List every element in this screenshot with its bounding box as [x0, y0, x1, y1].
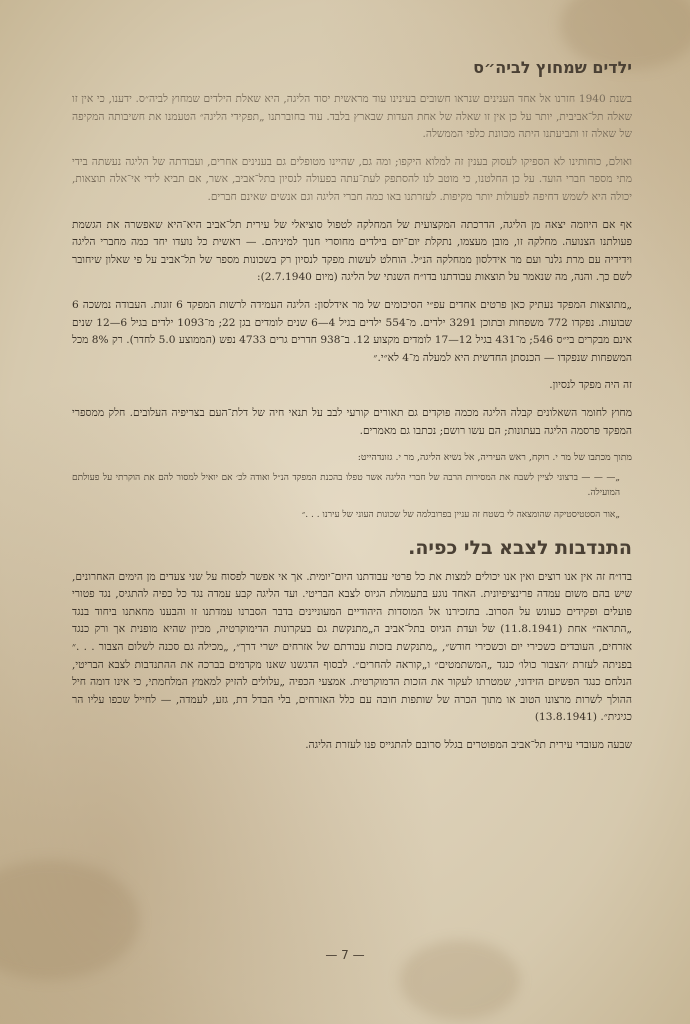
- paragraph: בדו״ח זה אין אנו רוצים ואין אנו יכולים למצות את כל פרטי עבודתנו היום־יומית. אך אי אפשר לפסוח על שני צעדים מן הימים האחרונים, שיש בהם משום עמדה פרינציפיונית. האחד נוגע בתעמולת הגיוס לצבא הבריטי. ועד הליגה קבע עמדה נגד כל כפיה להתגיס, נגד פטורי פועלים ופקידים כעונש על הסרוב. בתזכירנו אל המוסדות היהודיים המעוניינים בדבר הסברנו עמדתנו זו והבענו מחאתנו ביחוד בנגד „התראה״ אחת (11.8.1941) של ועדת הגיוס בתל־אביב ה„מתנקשת גם בעקרונות הדימוקרטיה, מכיון שהיא מופנית אך ורק כנגד אזרחים, העובדים כשכירי יום וכשכירי חודש״, „מתנקשת בזכות עבודתם של אזרחים ישרי דרך״, „מכילה גם סכנה לשלום הצבור . . .״ בפניתה לעזרת ׳הצבור כולו׳ כנגד „המשתמטים״ ו„קוראה להחרים״. לבסוף הדגשנו שאנו מקדמים בברכה את ההתנדבות לצבא הבריטי, הנלחם כנגד הפשיזם הזידוני, שמטרתו לעקור את הזכות הדמוקרטית. אמצעי הכפיה „עלולים להזיק למאמץ המלחמתי, כי אינו דומה חיל ההולך לשרות מרצונו הטוב או מתוך הכרה של שותפות חובה עם כלל האזרחים, בלי הבדל דת, גזע, לעמדה, — לחייל שכפו עליו הר כגיגית״. (13.8.1941): [72, 570, 632, 724]
- paragraph: „מתוצאות המפקד נעתיק כאן פרטים אחדים עפ״י הסיכומים של מר אידלסון: הליגה העמידה לרשות המפקד 6 זוגות. העבודה נמשכה 6 שבועות. נפקדו 772 משפחות ובתוכן 3291 ילדים. מ־554 ילדים בגיל 4—6 שנים לומדים בגן 22; מ־1093 ילדים בגיל 6—12 שנים אינם מבקרים בי״ס 546; מ־431 בגיל 12—17 לומדים מקצוע 12. ב־938 חדרים גרים 4733 נפש (הממוצע 5.0 לחדר). רק 8% מכל המשפחות שנפקדו — הכנסתן החדשית היא למעלה מ־4 לא״י.״: [72, 298, 633, 364]
- quote: „אור הסטטיסטיקה שהומצאה לי בשטח זה עניין בפרובלמה של שכונות העוני של עירנו . . .״: [301, 510, 620, 521]
- paragraph: ואולם, כוחותינו לא הספיקו לעסוק בענין זה למלוא היקפו; ומה גם, שהיינו מטופלים גם בענינים אחרים, ועבודתה של הליגה נעשתה בידי מתי מספר חברי הועד. על כן החלטנו, כי מוטב לנו להסתפק לעת־עתה בפעולה לנסיון בתל־אביב, אשר, אם תביא לידי אי־אלה תוצאות, יכולה היא לשמש דחיפה לפעולות יותר מקיפות. לעזרתנו באו כמה חברי הליגה וגם אנשים שאינם חברים.: [72, 155, 632, 203]
- paper-stain: [0, 860, 140, 980]
- quote: „— — — ברצוני לציין לשבח את המסירות הרבה של חברי הליגה אשר טפלו בהכנת המפקד הנ״ל ואודה לכ׳ אם יואיל למסור להם את הוקרתי על פעולתם המועילה.: [72, 473, 620, 498]
- section-heading: ילדים שמחוץ לביה״ס: [473, 58, 632, 77]
- document-body: [72, 52, 632, 765]
- paragraph: זה היה מפקד לנסיון.: [549, 379, 632, 392]
- page-number: — 7 —: [325, 948, 365, 962]
- paragraph: שבעה מעובדי עירית תל־אביב המפוטרים בגלל סרובם להתגייס פנו לעזרת הליגה.: [305, 738, 632, 751]
- paragraph: אף אם היוזמה יצאה מן הליגה, הדרכתה המקצועית של המחלקה לטפול סוציאלי של עירית תל־אביב היא־היא שאפשרה את הגשמת פעולתנו הצנועה. מחלקה זו, מובן מעצמו, נתקלת יום־יום בילדים מחוסרי חנוך למיניהם. — ראשית כל נועדו יחד כמה מחברי הליגה וידידיה עם מרת גלנר ועם מר אידלסון ממחלקה הנ״ל. הוחלט לעשות מפקד לנסיון רק בשכונות מספר של תל־אביב על פי שאלון שיחובר לשם כך. והנה, מה שנאמר על תוצאות עבודתנו בדו״ח השנתי של הליגה (מיום 2.7.1940):: [72, 218, 632, 284]
- paragraph: מתוך מכתבו של מר י. רוקח, ראש העיריה, אל נשיא הליגה, מר י. גזונדהייט:: [357, 452, 632, 464]
- section-heading: התנדבות לצבא בלי כפיה.: [408, 536, 632, 559]
- paragraph: מחוץ לחומר השאלונים קבלה הליגה מכמה פוקדים גם תאורים קורעי לבב על תנאי חיה של דלת־העם בצריפיה העלובים. חלק ממספרי המפקד פרסמה הליגה בעתונות; הם עשו רושם; נכתבו גם מאמרים.: [72, 406, 632, 437]
- paragraph: בשנת 1940 חזרנו אל אחד הענינים שנראו חשובים בעינינו עוד מראשית יסוד הליגה, היא שאלת הילדים שמחוץ לביה״ס. ידענו, כי אין זו שאלה תל־אביבית, יותר על כן אין זו שאלה של אחת העדות שבארץ בלבד. עוד בחוברתנו „תפקידי הליגה״ הטעמנו את חשיבותה המקיפה של שאלה זו ותביעתנו היתה מכוונת כלפי הממשלה.: [72, 93, 632, 141]
